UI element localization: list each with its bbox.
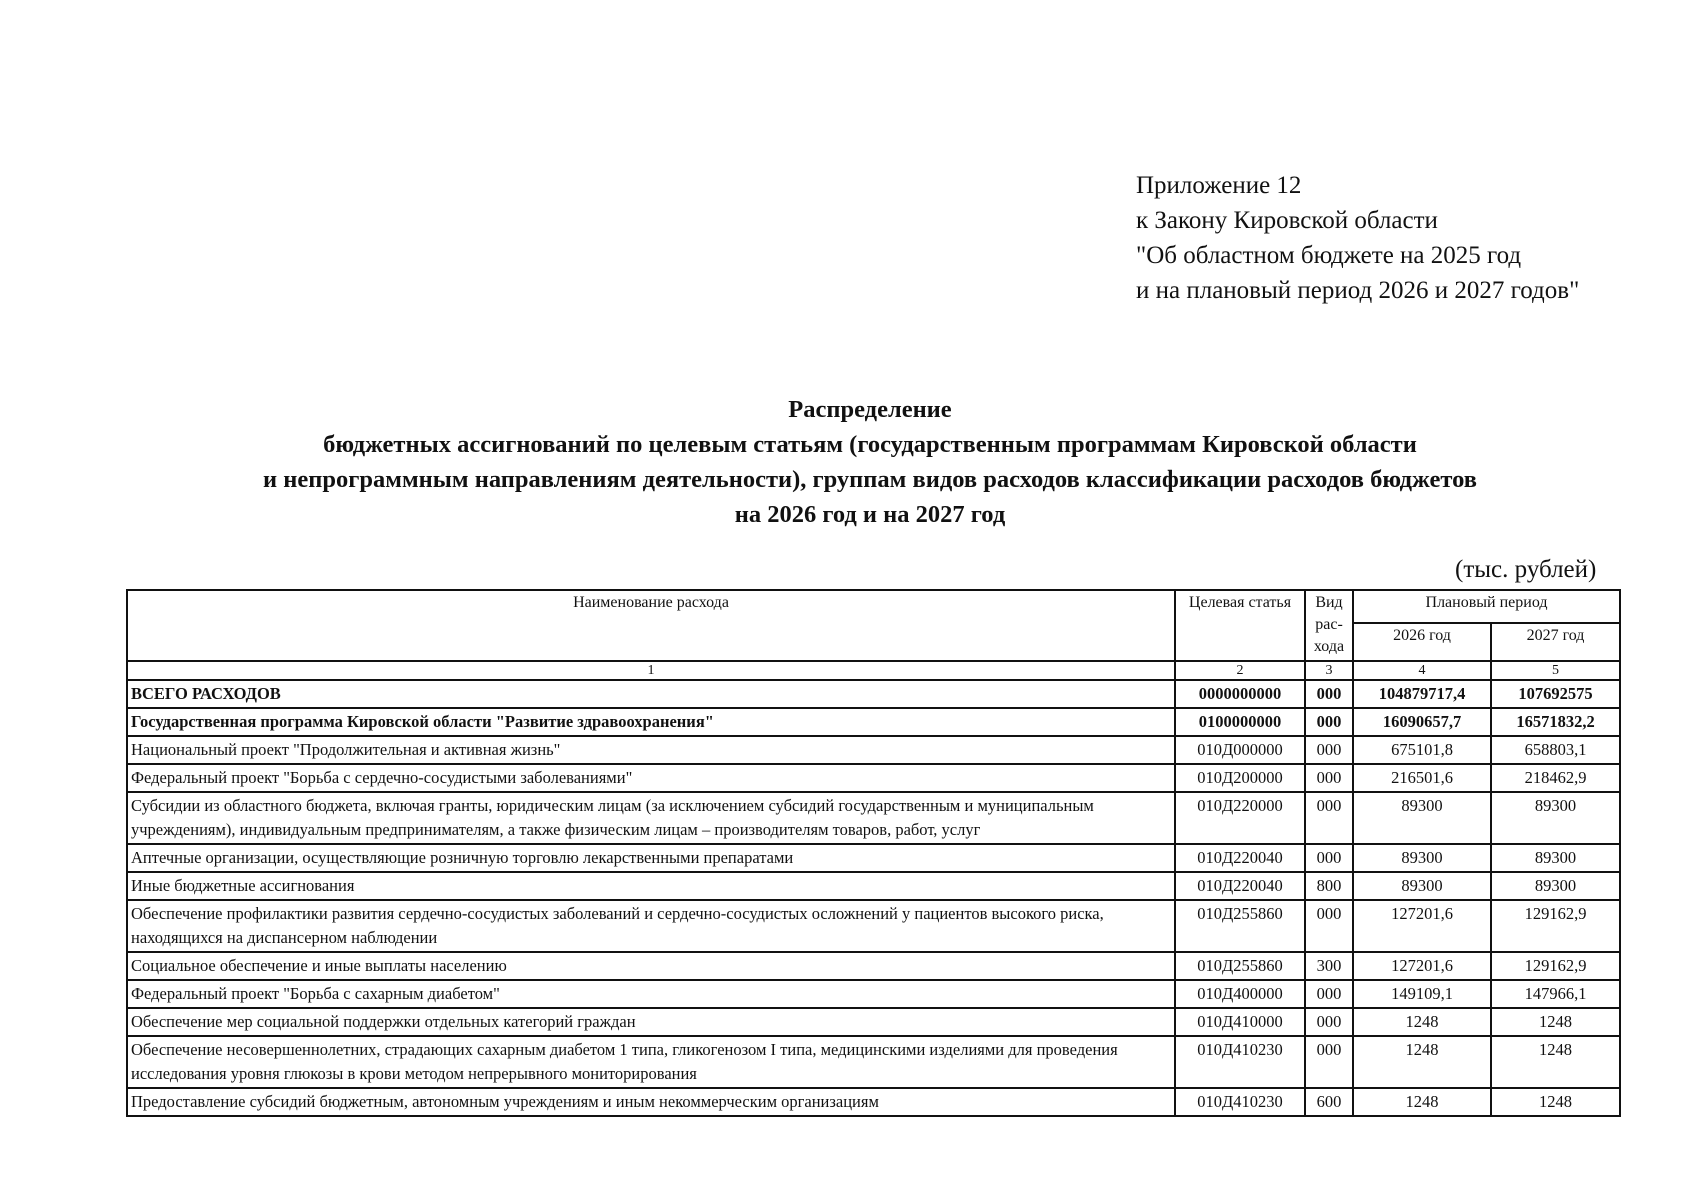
appendix-line: "Об областном бюджете на 2025 год bbox=[1136, 242, 1522, 269]
cell-amount-2026: 675101,8 bbox=[1353, 736, 1491, 764]
budget-table bbox=[126, 589, 1621, 1117]
cell-expense-kind: 000 bbox=[1305, 844, 1353, 872]
cell-expense-name: Государственная программа Кировской области "Развитие здравоохранения" bbox=[127, 708, 1175, 736]
header-year-2026: 2026 год bbox=[1353, 623, 1491, 661]
column-number: 1 bbox=[127, 661, 1175, 680]
column-number: 2 bbox=[1175, 661, 1305, 680]
title-line: бюджетных ассигнований по целевым статьям (государственным программам Кировской области bbox=[323, 431, 1417, 458]
cell-amount-2026: 127201,6 bbox=[1353, 952, 1491, 980]
cell-target-article: 010Д000000 bbox=[1175, 736, 1305, 764]
table-row bbox=[127, 872, 1620, 900]
cell-expense-name: Субсидии из областного бюджета, включая гранты, юридическим лицам (за исключением субсидий государственным и муниципальным учреждениям), индивидуальным предпринимателям, а также физическим лицам – производителям товаров, работ, услуг bbox=[127, 792, 1175, 844]
cell-expense-name: Предоставление субсидий бюджетным, автономным учреждениям и иным некоммерческим организациям bbox=[127, 1088, 1175, 1116]
cell-amount-2026: 104879717,4 bbox=[1353, 680, 1491, 708]
cell-amount-2026: 1248 bbox=[1353, 1088, 1491, 1116]
cell-expense-kind: 000 bbox=[1305, 792, 1353, 844]
cell-target-article: 010Д410000 bbox=[1175, 1008, 1305, 1036]
cell-amount-2027: 89300 bbox=[1491, 844, 1620, 872]
cell-expense-name: Обеспечение профилактики развития сердечно-сосудистых заболеваний и сердечно-сосудистых осложнений у пациентов высокого риска, находящихся на диспансерном наблюдении bbox=[127, 900, 1175, 952]
cell-amount-2027: 1248 bbox=[1491, 1036, 1620, 1088]
header-kind-line: Вид bbox=[1315, 594, 1343, 611]
header-planning-period: Плановый период bbox=[1353, 590, 1620, 623]
header-kind-line: рас- bbox=[1315, 616, 1343, 633]
cell-amount-2027: 129162,9 bbox=[1491, 900, 1620, 952]
cell-expense-name: Социальное обеспечение и иные выплаты населению bbox=[127, 952, 1175, 980]
appendix-reference bbox=[1136, 168, 1579, 308]
cell-expense-kind: 000 bbox=[1305, 980, 1353, 1008]
cell-target-article: 010Д220040 bbox=[1175, 844, 1305, 872]
table-row bbox=[127, 736, 1620, 764]
title-line: на 2026 год и на 2027 год bbox=[734, 501, 1006, 528]
cell-expense-kind: 000 bbox=[1305, 1008, 1353, 1036]
table-row bbox=[127, 844, 1620, 872]
cell-target-article: 010Д255860 bbox=[1175, 900, 1305, 952]
cell-target-article: 010Д410230 bbox=[1175, 1088, 1305, 1116]
cell-target-article: 010Д410230 bbox=[1175, 1036, 1305, 1088]
cell-amount-2026: 216501,6 bbox=[1353, 764, 1491, 792]
cell-expense-name: Обеспечение мер социальной поддержки отдельных категорий граждан bbox=[127, 1008, 1175, 1036]
cell-amount-2027: 16571832,2 bbox=[1491, 708, 1620, 736]
appendix-line: к Закону Кировской области bbox=[1136, 207, 1438, 234]
cell-amount-2026: 16090657,7 bbox=[1353, 708, 1491, 736]
cell-expense-kind: 800 bbox=[1305, 872, 1353, 900]
cell-amount-2027: 1248 bbox=[1491, 1008, 1620, 1036]
cell-expense-kind: 000 bbox=[1305, 736, 1353, 764]
cell-amount-2027: 1248 bbox=[1491, 1088, 1620, 1116]
cell-expense-name: Обеспечение несовершеннолетних, страдающих сахарным диабетом 1 типа, гликогенозом I типа, медицинскими изделиями для проведения исследования уровня глюкозы в крови методом непрерывного мониторирования bbox=[127, 1036, 1175, 1088]
header-target-article: Целевая статья bbox=[1175, 590, 1305, 661]
table-row bbox=[127, 952, 1620, 980]
cell-target-article: 010Д220040 bbox=[1175, 872, 1305, 900]
table-body bbox=[127, 680, 1620, 1116]
cell-amount-2026: 1248 bbox=[1353, 1036, 1491, 1088]
table-header bbox=[127, 590, 1620, 680]
cell-amount-2027: 658803,1 bbox=[1491, 736, 1620, 764]
table-row bbox=[127, 980, 1620, 1008]
cell-amount-2027: 89300 bbox=[1491, 792, 1620, 844]
cell-amount-2026: 89300 bbox=[1353, 792, 1491, 844]
table-row bbox=[127, 708, 1620, 736]
header-name: Наименование расхода bbox=[127, 590, 1175, 661]
table-row bbox=[127, 1036, 1620, 1088]
cell-expense-kind: 600 bbox=[1305, 1088, 1353, 1116]
table-row bbox=[127, 764, 1620, 792]
cell-amount-2026: 89300 bbox=[1353, 872, 1491, 900]
cell-amount-2027: 147966,1 bbox=[1491, 980, 1620, 1008]
cell-target-article: 0000000000 bbox=[1175, 680, 1305, 708]
cell-amount-2026: 149109,1 bbox=[1353, 980, 1491, 1008]
table-row bbox=[127, 1088, 1620, 1116]
cell-expense-kind: 000 bbox=[1305, 1036, 1353, 1088]
column-number: 3 bbox=[1305, 661, 1353, 680]
header-kind-line: хода bbox=[1313, 638, 1345, 655]
cell-amount-2027: 129162,9 bbox=[1491, 952, 1620, 980]
cell-target-article: 0100000000 bbox=[1175, 708, 1305, 736]
column-number: 5 bbox=[1491, 661, 1620, 680]
cell-expense-kind: 000 bbox=[1305, 900, 1353, 952]
cell-target-article: 010Д220000 bbox=[1175, 792, 1305, 844]
cell-amount-2026: 89300 bbox=[1353, 844, 1491, 872]
cell-expense-name: Аптечные организации, осуществляющие розничную торговлю лекарственными препаратами bbox=[127, 844, 1175, 872]
cell-amount-2027: 218462,9 bbox=[1491, 764, 1620, 792]
cell-amount-2026: 1248 bbox=[1353, 1008, 1491, 1036]
cell-amount-2026: 127201,6 bbox=[1353, 900, 1491, 952]
cell-expense-name: Федеральный проект "Борьба с сахарным диабетом" bbox=[127, 980, 1175, 1008]
cell-expense-kind: 300 bbox=[1305, 952, 1353, 980]
cell-expense-name: Национальный проект "Продолжительная и активная жизнь" bbox=[127, 736, 1175, 764]
cell-expense-kind: 000 bbox=[1305, 708, 1353, 736]
table-row bbox=[127, 792, 1620, 844]
column-number: 4 bbox=[1353, 661, 1491, 680]
cell-amount-2027: 107692575 bbox=[1491, 680, 1620, 708]
table-row bbox=[127, 900, 1620, 952]
cell-target-article: 010Д255860 bbox=[1175, 952, 1305, 980]
cell-expense-name: Иные бюджетные ассигнования bbox=[127, 872, 1175, 900]
appendix-line: Приложение 12 bbox=[1136, 172, 1302, 199]
document-title bbox=[120, 392, 1620, 532]
appendix-line: и на плановый период 2026 и 2027 годов" bbox=[1136, 277, 1580, 304]
cell-target-article: 010Д200000 bbox=[1175, 764, 1305, 792]
title-line: Распределение bbox=[788, 396, 952, 423]
units-label: (тыс. рублей) bbox=[1455, 556, 1597, 583]
cell-expense-kind: 000 bbox=[1305, 764, 1353, 792]
cell-target-article: 010Д400000 bbox=[1175, 980, 1305, 1008]
cell-expense-kind: 000 bbox=[1305, 680, 1353, 708]
cell-expense-name: Федеральный проект "Борьба с сердечно-сосудистыми заболеваниями" bbox=[127, 764, 1175, 792]
table-row bbox=[127, 680, 1620, 708]
header-expense-kind bbox=[1305, 590, 1353, 661]
header-year-2027: 2027 год bbox=[1491, 623, 1620, 661]
cell-amount-2027: 89300 bbox=[1491, 872, 1620, 900]
cell-expense-name: ВСЕГО РАСХОДОВ bbox=[127, 680, 1175, 708]
table-row bbox=[127, 1008, 1620, 1036]
title-line: и непрограммным направлениям деятельности), группам видов расходов классификации расходов бюджетов bbox=[263, 466, 1477, 493]
